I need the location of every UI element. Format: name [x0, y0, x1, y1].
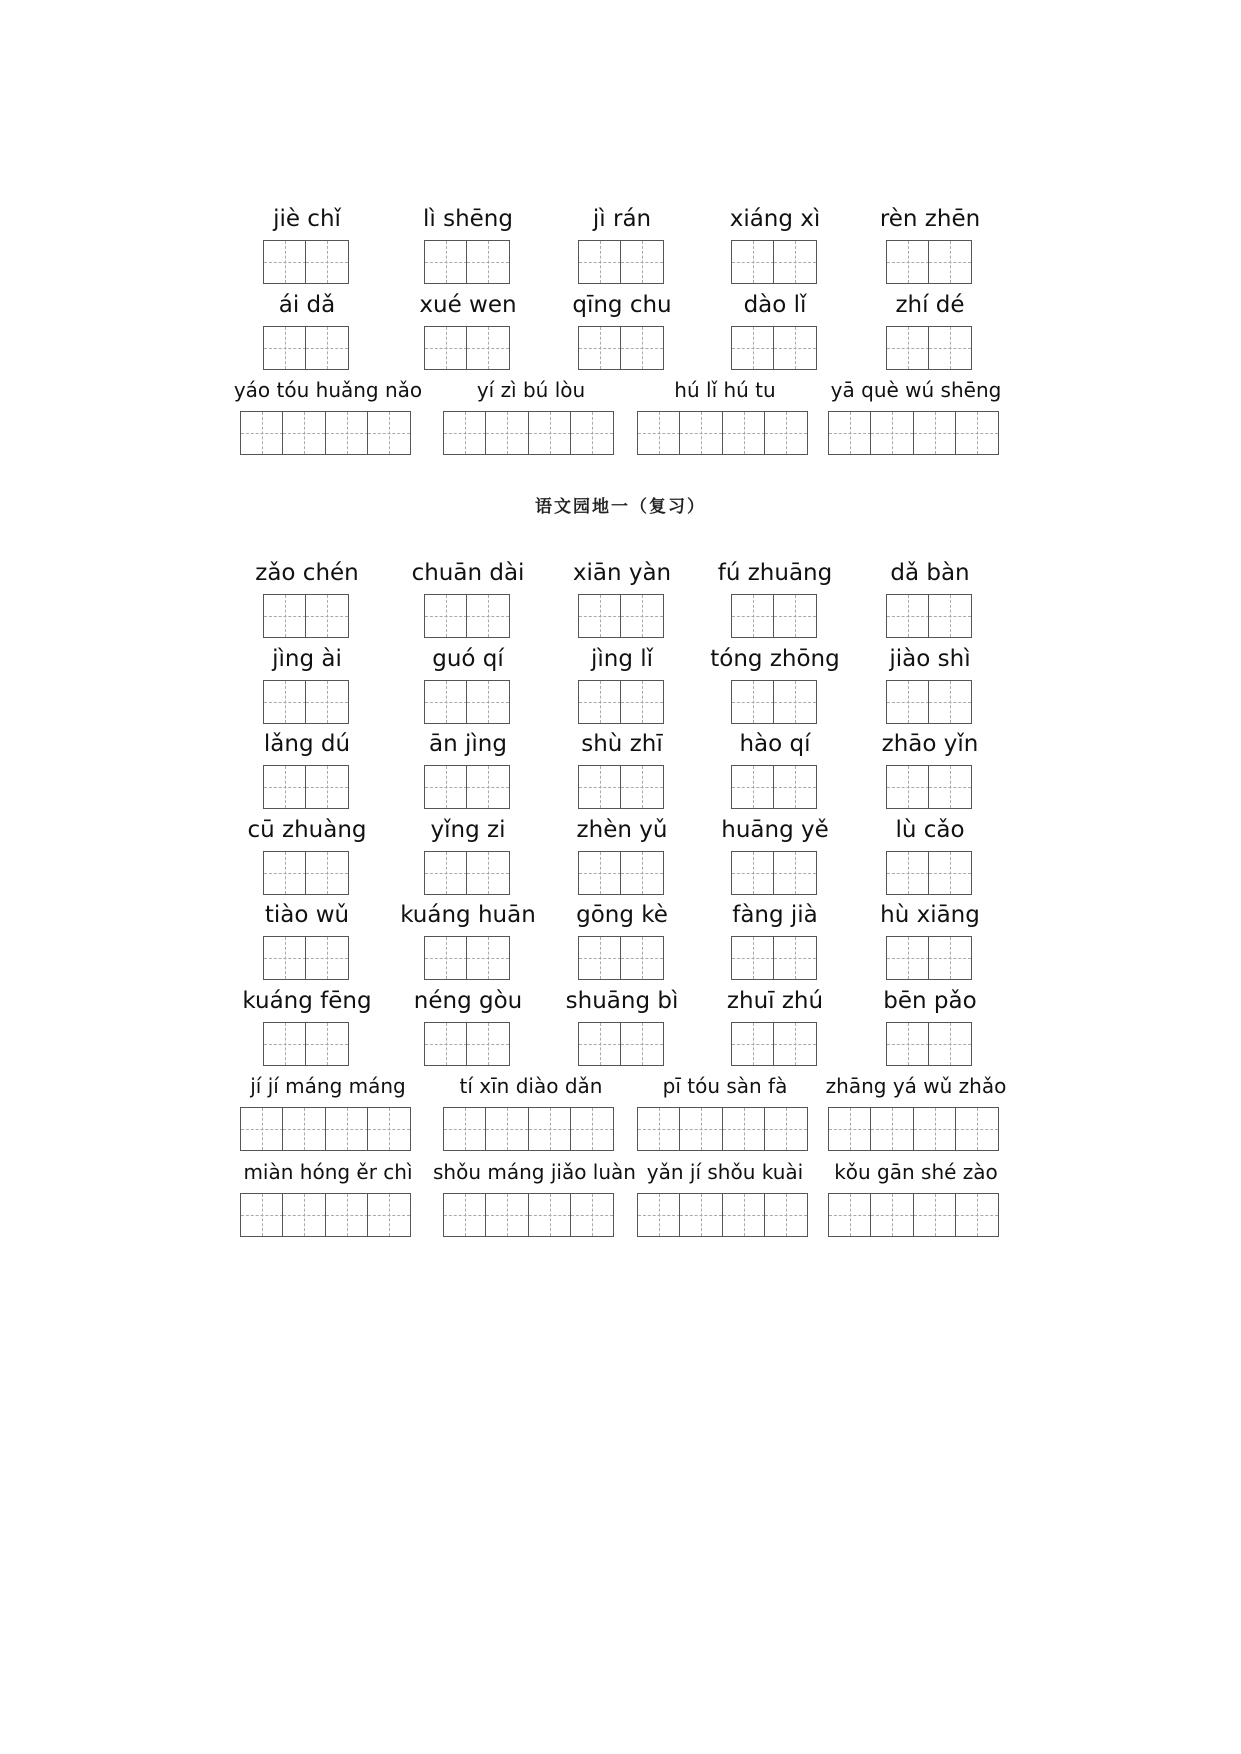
tianzige-cell[interactable]	[773, 326, 817, 370]
tianzige-cell[interactable]	[731, 680, 775, 724]
pinyin-label: zhèn yǔ	[576, 817, 668, 843]
tianzige-cell[interactable]	[578, 851, 622, 895]
tianzige-cell[interactable]	[870, 1107, 914, 1151]
writing-boxes	[424, 936, 509, 980]
writing-boxes	[886, 240, 971, 284]
writing-boxes	[886, 326, 971, 370]
writing-boxes	[443, 1193, 613, 1237]
writing-boxes	[578, 936, 663, 980]
writing-boxes	[424, 765, 509, 809]
writing-boxes	[424, 326, 509, 370]
tianzige-cell[interactable]	[955, 1193, 999, 1237]
tianzige-cell[interactable]	[263, 936, 307, 980]
tianzige-cell[interactable]	[620, 765, 664, 809]
tianzige-cell[interactable]	[886, 326, 930, 370]
tianzige-cell[interactable]	[722, 1193, 766, 1237]
tianzige-cell[interactable]	[305, 240, 349, 284]
part2-row	[0, 729, 1241, 809]
tianzige-cell[interactable]	[263, 326, 307, 370]
tianzige-cell[interactable]	[240, 1107, 284, 1151]
tianzige-cell[interactable]	[773, 936, 817, 980]
tianzige-cell[interactable]	[424, 594, 468, 638]
part1-row	[0, 204, 1241, 284]
tianzige-cell[interactable]	[485, 411, 529, 455]
part1-idiom-row	[0, 375, 1241, 455]
pinyin-label: xiān yàn	[572, 560, 672, 586]
tianzige-cell[interactable]	[424, 326, 468, 370]
tianzige-cell[interactable]	[578, 594, 622, 638]
tianzige-cell[interactable]	[731, 594, 775, 638]
pinyin-label: lǎng dú	[263, 731, 351, 757]
tianzige-cell[interactable]	[424, 680, 468, 724]
tianzige-cell[interactable]	[443, 411, 487, 455]
pinyin-label: jiè chǐ	[273, 206, 341, 232]
pinyin-label: jìng ài	[272, 646, 342, 672]
tianzige-cell[interactable]	[928, 1022, 972, 1066]
tianzige-cell[interactable]	[679, 1107, 723, 1151]
writing-boxes	[240, 1107, 410, 1151]
tianzige-cell[interactable]	[466, 680, 510, 724]
writing-boxes	[263, 1022, 348, 1066]
writing-boxes	[731, 326, 816, 370]
writing-boxes	[578, 680, 663, 724]
tianzige-cell[interactable]	[466, 765, 510, 809]
tianzige-cell[interactable]	[528, 1193, 572, 1237]
writing-boxes	[578, 594, 663, 638]
tianzige-cell[interactable]	[305, 680, 349, 724]
tianzige-cell[interactable]	[578, 240, 622, 284]
tianzige-cell[interactable]	[620, 936, 664, 980]
tianzige-cell[interactable]	[263, 240, 307, 284]
pinyin-label: jìng lǐ	[590, 646, 654, 672]
writing-boxes	[424, 851, 509, 895]
part2-idiom-row	[0, 1157, 1241, 1237]
tianzige-cell[interactable]	[928, 936, 972, 980]
writing-boxes	[886, 594, 971, 638]
pinyin-label: tiào wǔ	[264, 902, 350, 928]
tianzige-cell[interactable]	[886, 1022, 930, 1066]
tianzige-cell[interactable]	[578, 680, 622, 724]
writing-boxes	[637, 411, 807, 455]
tianzige-cell[interactable]	[928, 680, 972, 724]
pinyin-label: yí zì bú lòu	[476, 378, 586, 402]
pinyin-label: yā què wú shēng	[830, 378, 1002, 402]
pinyin-label: shuāng bì	[565, 988, 679, 1014]
part2-row	[0, 558, 1241, 638]
tianzige-cell[interactable]	[305, 1022, 349, 1066]
tianzige-cell[interactable]	[731, 240, 775, 284]
tianzige-cell[interactable]	[305, 765, 349, 809]
pinyin-label: xué wen	[419, 292, 517, 318]
tianzige-cell[interactable]	[466, 594, 510, 638]
tianzige-cell[interactable]	[325, 1193, 369, 1237]
tianzige-cell[interactable]	[828, 1193, 872, 1237]
writing-boxes	[886, 680, 971, 724]
tianzige-cell[interactable]	[722, 1107, 766, 1151]
pinyin-label: jí jí máng máng	[250, 1074, 406, 1098]
tianzige-cell[interactable]	[913, 1107, 957, 1151]
tianzige-cell[interactable]	[620, 851, 664, 895]
tianzige-cell[interactable]	[620, 594, 664, 638]
tianzige-cell[interactable]	[731, 936, 775, 980]
writing-boxes	[424, 594, 509, 638]
writing-boxes	[731, 936, 816, 980]
pinyin-label: kuáng fēng	[242, 988, 372, 1014]
tianzige-cell[interactable]	[424, 851, 468, 895]
tianzige-cell[interactable]	[466, 240, 510, 284]
pinyin-label: ái dǎ	[278, 292, 336, 318]
tianzige-cell[interactable]	[637, 1107, 681, 1151]
writing-boxes	[263, 765, 348, 809]
tianzige-cell[interactable]	[773, 765, 817, 809]
writing-boxes	[828, 1193, 998, 1237]
pinyin-label: zhuī zhú	[726, 988, 824, 1014]
tianzige-cell[interactable]	[367, 411, 411, 455]
tianzige-cell[interactable]	[466, 1022, 510, 1066]
pinyin-label: kuáng huān	[400, 902, 536, 928]
part1-row	[0, 290, 1241, 370]
tianzige-cell[interactable]	[485, 1193, 529, 1237]
tianzige-cell[interactable]	[305, 936, 349, 980]
pinyin-label: gōng kè	[576, 902, 668, 928]
tianzige-cell[interactable]	[679, 411, 723, 455]
writing-boxes	[263, 851, 348, 895]
pinyin-label: jiào shì	[889, 646, 971, 672]
pinyin-label: xiáng xì	[729, 206, 821, 232]
writing-boxes	[263, 594, 348, 638]
tianzige-cell[interactable]	[773, 680, 817, 724]
tianzige-cell[interactable]	[928, 326, 972, 370]
pinyin-label: qīng chu	[572, 292, 672, 318]
writing-boxes	[443, 411, 613, 455]
writing-boxes	[637, 1107, 807, 1151]
writing-boxes	[263, 680, 348, 724]
tianzige-cell[interactable]	[305, 851, 349, 895]
tianzige-cell[interactable]	[886, 680, 930, 724]
tianzige-cell[interactable]	[764, 411, 808, 455]
tianzige-cell[interactable]	[325, 411, 369, 455]
tianzige-cell[interactable]	[731, 851, 775, 895]
tianzige-cell[interactable]	[424, 1022, 468, 1066]
writing-boxes	[828, 1107, 998, 1151]
writing-boxes	[886, 851, 971, 895]
tianzige-cell[interactable]	[828, 1107, 872, 1151]
tianzige-cell[interactable]	[722, 411, 766, 455]
tianzige-cell[interactable]	[773, 240, 817, 284]
tianzige-cell[interactable]	[305, 594, 349, 638]
tianzige-cell[interactable]	[282, 1107, 326, 1151]
tianzige-cell[interactable]	[325, 1107, 369, 1151]
tianzige-cell[interactable]	[570, 1193, 614, 1237]
tianzige-cell[interactable]	[466, 936, 510, 980]
tianzige-cell[interactable]	[367, 1193, 411, 1237]
tianzige-cell[interactable]	[424, 936, 468, 980]
pinyin-label: lù cǎo	[895, 817, 965, 843]
tianzige-cell[interactable]	[679, 1193, 723, 1237]
writing-boxes	[578, 326, 663, 370]
pinyin-label: zhāng yá wǔ zhǎo	[825, 1074, 1007, 1098]
tianzige-cell[interactable]	[305, 326, 349, 370]
writing-boxes	[828, 411, 998, 455]
writing-boxes	[731, 594, 816, 638]
tianzige-cell[interactable]	[263, 765, 307, 809]
pinyin-label: chuān dài	[411, 560, 525, 586]
tianzige-cell[interactable]	[240, 411, 284, 455]
pinyin-label: yǎn jí shǒu kuài	[646, 1160, 804, 1184]
pinyin-label: jì rán	[592, 206, 652, 232]
pinyin-label: shǒu máng jiǎo luàn	[433, 1160, 636, 1184]
tianzige-cell[interactable]	[886, 851, 930, 895]
pinyin-label: fàng jià	[732, 902, 818, 928]
tianzige-cell[interactable]	[764, 1107, 808, 1151]
pinyin-label: yáo tóu huǎng nǎo	[233, 378, 423, 402]
pinyin-label: rèn zhēn	[879, 206, 981, 232]
writing-boxes	[637, 1193, 807, 1237]
writing-boxes	[424, 240, 509, 284]
pinyin-label: zǎo chén	[255, 560, 359, 586]
writing-boxes	[578, 765, 663, 809]
pinyin-label: dào lǐ	[743, 292, 807, 318]
tianzige-cell[interactable]	[282, 1193, 326, 1237]
tianzige-cell[interactable]	[443, 1193, 487, 1237]
part2-row	[0, 644, 1241, 724]
part2-row	[0, 900, 1241, 980]
tianzige-cell[interactable]	[263, 851, 307, 895]
tianzige-cell[interactable]	[466, 326, 510, 370]
writing-boxes	[263, 240, 348, 284]
tianzige-cell[interactable]	[620, 1022, 664, 1066]
writing-boxes	[578, 851, 663, 895]
tianzige-cell[interactable]	[570, 411, 614, 455]
pinyin-label: bēn pǎo	[883, 988, 977, 1014]
pinyin-label: tóng zhōng	[710, 646, 840, 672]
writing-boxes	[424, 680, 509, 724]
tianzige-cell[interactable]	[620, 680, 664, 724]
pinyin-label: tí xīn diào dǎn	[459, 1074, 603, 1098]
part2-row	[0, 815, 1241, 895]
tianzige-cell[interactable]	[828, 411, 872, 455]
tianzige-cell[interactable]	[570, 1107, 614, 1151]
tianzige-cell[interactable]	[424, 240, 468, 284]
pinyin-label: néng gòu	[413, 988, 523, 1014]
pinyin-label: ān jìng	[429, 731, 507, 757]
writing-boxes	[443, 1107, 613, 1151]
tianzige-cell[interactable]	[870, 1193, 914, 1237]
tianzige-cell[interactable]	[764, 1193, 808, 1237]
tianzige-cell[interactable]	[773, 851, 817, 895]
pinyin-label: hù xiāng	[880, 902, 980, 928]
writing-boxes	[731, 765, 816, 809]
pinyin-label: zhāo yǐn	[881, 731, 979, 757]
tianzige-cell[interactable]	[886, 594, 930, 638]
tianzige-cell[interactable]	[528, 1107, 572, 1151]
pinyin-label: hào qí	[739, 731, 811, 757]
tianzige-cell[interactable]	[870, 411, 914, 455]
pinyin-label: guó qí	[432, 646, 504, 672]
tianzige-cell[interactable]	[637, 411, 681, 455]
tianzige-cell[interactable]	[773, 1022, 817, 1066]
tianzige-cell[interactable]	[913, 411, 957, 455]
pinyin-label: lì shēng	[423, 206, 513, 232]
writing-boxes	[578, 1022, 663, 1066]
tianzige-cell[interactable]	[773, 594, 817, 638]
pinyin-label: pī tóu sàn fà	[662, 1074, 788, 1098]
writing-boxes	[731, 851, 816, 895]
tianzige-cell[interactable]	[578, 326, 622, 370]
pinyin-label: kǒu gān shé zào	[834, 1160, 998, 1184]
tianzige-cell[interactable]	[620, 240, 664, 284]
tianzige-cell[interactable]	[367, 1107, 411, 1151]
tianzige-cell[interactable]	[731, 765, 775, 809]
writing-boxes	[731, 680, 816, 724]
tianzige-cell[interactable]	[424, 765, 468, 809]
writing-boxes	[886, 1022, 971, 1066]
section-title: 语文园地一（复习）	[535, 497, 706, 517]
writing-boxes	[886, 765, 971, 809]
tianzige-cell[interactable]	[928, 594, 972, 638]
writing-boxes	[424, 1022, 509, 1066]
tianzige-cell[interactable]	[886, 765, 930, 809]
writing-boxes	[240, 411, 410, 455]
tianzige-cell[interactable]	[263, 594, 307, 638]
tianzige-cell[interactable]	[913, 1193, 957, 1237]
tianzige-cell[interactable]	[263, 1022, 307, 1066]
pinyin-label: dǎ bàn	[890, 560, 970, 586]
tianzige-cell[interactable]	[263, 680, 307, 724]
pinyin-label: hú lǐ hú tu	[674, 378, 776, 402]
tianzige-cell[interactable]	[578, 1022, 622, 1066]
pinyin-label: cū zhuàng	[247, 817, 367, 843]
tianzige-cell[interactable]	[620, 326, 664, 370]
tianzige-cell[interactable]	[466, 851, 510, 895]
tianzige-cell[interactable]	[928, 240, 972, 284]
writing-boxes	[578, 240, 663, 284]
tianzige-cell[interactable]	[485, 1107, 529, 1151]
writing-boxes	[240, 1193, 410, 1237]
tianzige-cell[interactable]	[731, 326, 775, 370]
writing-boxes	[263, 326, 348, 370]
pinyin-label: yǐng zi	[430, 817, 506, 843]
tianzige-cell[interactable]	[731, 1022, 775, 1066]
writing-boxes	[263, 936, 348, 980]
tianzige-cell[interactable]	[886, 240, 930, 284]
writing-boxes	[886, 936, 971, 980]
tianzige-cell[interactable]	[528, 411, 572, 455]
tianzige-cell[interactable]	[443, 1107, 487, 1151]
pinyin-label: huāng yě	[721, 817, 829, 843]
part2-row	[0, 986, 1241, 1066]
tianzige-cell[interactable]	[928, 851, 972, 895]
tianzige-cell[interactable]	[928, 765, 972, 809]
part2-idiom-row	[0, 1071, 1241, 1151]
pinyin-label: zhí dé	[895, 292, 965, 318]
tianzige-cell[interactable]	[955, 411, 999, 455]
tianzige-cell[interactable]	[240, 1193, 284, 1237]
writing-boxes	[731, 240, 816, 284]
writing-boxes	[731, 1022, 816, 1066]
pinyin-label: shù zhī	[581, 731, 663, 757]
tianzige-cell[interactable]	[886, 936, 930, 980]
tianzige-cell[interactable]	[578, 765, 622, 809]
tianzige-cell[interactable]	[578, 936, 622, 980]
tianzige-cell[interactable]	[282, 411, 326, 455]
tianzige-cell[interactable]	[637, 1193, 681, 1237]
pinyin-label: miàn hóng ěr chì	[243, 1160, 413, 1184]
pinyin-label: fú zhuāng	[717, 560, 833, 586]
tianzige-cell[interactable]	[955, 1107, 999, 1151]
